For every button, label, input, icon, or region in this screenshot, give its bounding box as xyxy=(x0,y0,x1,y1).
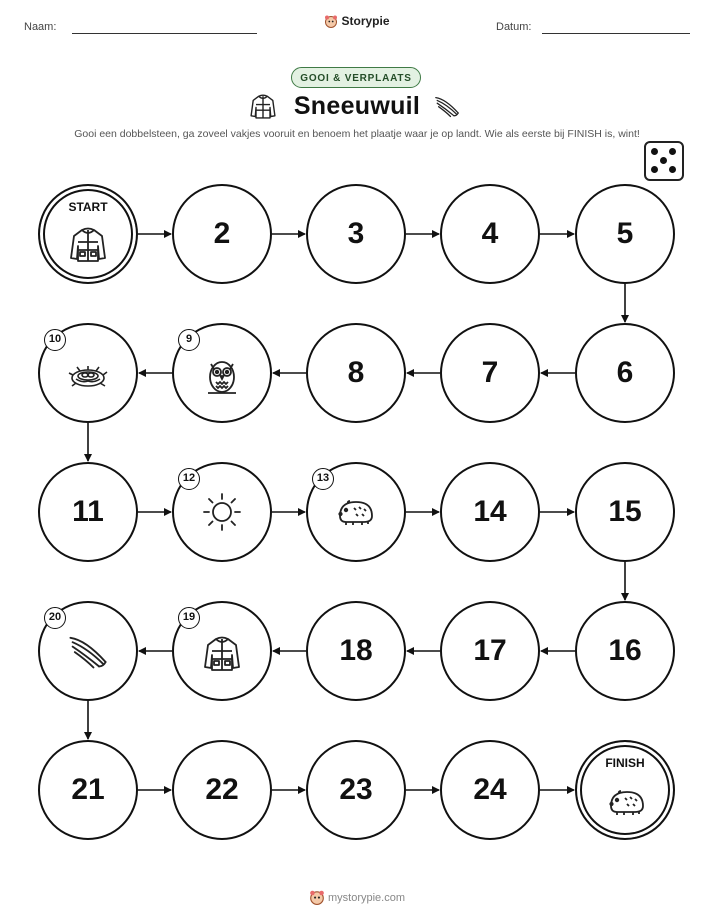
picture-space xyxy=(306,462,406,562)
board-space xyxy=(575,323,675,423)
space-number: 7 xyxy=(481,356,499,389)
brand-name: Storypie xyxy=(341,14,390,28)
wing-icon xyxy=(66,629,110,678)
board-space xyxy=(440,323,540,423)
owl-icon xyxy=(202,355,242,400)
board-space xyxy=(172,740,272,840)
page-title: Sneeuwuil xyxy=(293,92,421,120)
board-space xyxy=(306,323,406,423)
board-space xyxy=(575,462,675,562)
start-label: START xyxy=(68,200,108,214)
storypie-logo-icon xyxy=(309,889,325,908)
board-space xyxy=(440,184,540,284)
board-space xyxy=(306,184,406,284)
picture-space xyxy=(172,462,272,562)
space-number: 2 xyxy=(213,217,231,250)
board-space xyxy=(575,601,675,701)
lemming-icon xyxy=(334,490,378,535)
space-number: 16 xyxy=(608,634,642,667)
finish-space xyxy=(575,740,675,840)
board-space xyxy=(172,184,272,284)
space-number: 17 xyxy=(473,634,507,667)
space-number: 24 xyxy=(473,773,507,806)
space-number: 14 xyxy=(473,495,507,528)
space-number: 5 xyxy=(616,217,634,250)
picture-space xyxy=(38,323,138,423)
footer-url: mystorypie.com xyxy=(327,892,406,904)
nest-icon xyxy=(68,355,108,400)
space-number: 6 xyxy=(616,356,634,389)
space-number-badge: 19 xyxy=(178,607,200,629)
picture-space xyxy=(172,601,272,701)
space-number: 15 xyxy=(608,495,642,528)
space-number: 18 xyxy=(339,634,373,667)
sun-icon xyxy=(200,490,244,539)
space-number: 23 xyxy=(339,773,373,806)
picture-space xyxy=(172,323,272,423)
instructions: Gooi een dobbelsteen, ga zoveel vakjes vooruit en benoem het plaatje waar je op landt. Wie als eerste bij FINISH is, wint! xyxy=(74,128,640,140)
date-label: Datum: xyxy=(496,21,532,33)
board-space xyxy=(306,740,406,840)
space-number: 3 xyxy=(347,217,365,250)
footer xyxy=(0,889,714,908)
board-space xyxy=(440,462,540,562)
lemming-icon xyxy=(605,780,649,825)
jacket-icon xyxy=(202,633,242,678)
space-number: 22 xyxy=(205,773,239,806)
space-number-badge: 10 xyxy=(44,329,66,351)
board-space xyxy=(306,601,406,701)
jacket-icon xyxy=(68,224,108,269)
board-space xyxy=(440,601,540,701)
board-space xyxy=(440,740,540,840)
activity-badge: GOOI & VERPLAATS xyxy=(291,67,421,88)
start-space xyxy=(38,184,138,284)
finish-label: FINISH xyxy=(605,756,645,770)
space-number: 21 xyxy=(71,773,105,806)
space-number: 4 xyxy=(481,217,499,250)
board-space xyxy=(575,184,675,284)
space-number-badge: 9 xyxy=(178,329,200,351)
name-label: Naam: xyxy=(24,21,57,33)
space-number-badge: 13 xyxy=(312,468,334,490)
space-number: 11 xyxy=(72,495,104,528)
board-space xyxy=(38,740,138,840)
space-number: 8 xyxy=(347,356,365,389)
board-space xyxy=(38,462,138,562)
picture-space xyxy=(38,601,138,701)
space-number-badge: 20 xyxy=(44,607,66,629)
space-number-badge: 12 xyxy=(178,468,200,490)
